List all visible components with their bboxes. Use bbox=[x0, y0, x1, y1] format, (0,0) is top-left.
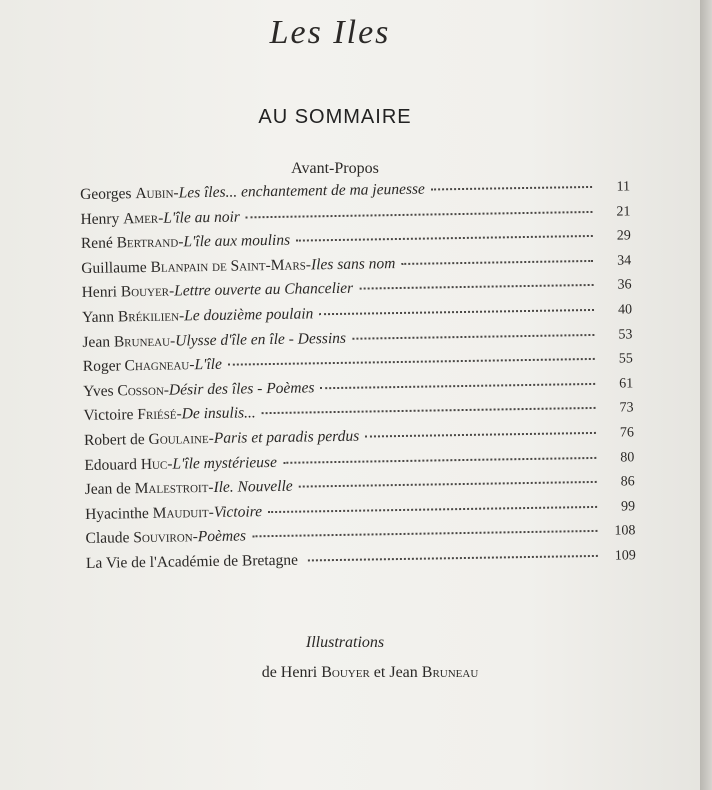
page-number: 108 bbox=[614, 523, 636, 539]
page-number: 61 bbox=[619, 376, 634, 392]
separator: - bbox=[178, 233, 184, 251]
author-last: Huc bbox=[140, 455, 168, 473]
separator: - bbox=[158, 209, 164, 227]
author-first: Victoire bbox=[83, 406, 134, 425]
contents-heading: AU SOMMAIRE bbox=[258, 106, 412, 128]
page-number: 53 bbox=[618, 326, 633, 343]
page-number: 36 bbox=[617, 277, 632, 293]
work-title: Victoire bbox=[213, 502, 263, 521]
page-edge bbox=[700, 0, 712, 790]
credit-conj: et Jean bbox=[373, 664, 418, 681]
author-first: Guillaume bbox=[81, 258, 147, 277]
author-first: Jean de bbox=[84, 480, 131, 499]
work-title: Iles sans nom bbox=[310, 254, 396, 274]
separator: - bbox=[208, 429, 214, 447]
author-first: Georges bbox=[80, 185, 132, 203]
author-last: Blanpain de Saint-Mars bbox=[150, 256, 306, 276]
separator: - bbox=[173, 184, 179, 202]
page-title: Les Iles bbox=[269, 14, 391, 51]
dot-leader bbox=[319, 308, 594, 315]
author-first: Yann bbox=[81, 308, 115, 326]
separator: - bbox=[176, 405, 182, 423]
page-number: 73 bbox=[619, 400, 634, 416]
illustrations-credit bbox=[0, 664, 712, 682]
work-title: Le douzième poulain bbox=[184, 305, 314, 325]
author-last: Cosson bbox=[117, 381, 164, 400]
dot-leader bbox=[252, 529, 598, 537]
dot-leader bbox=[283, 455, 596, 463]
author-first: Hyacinthe bbox=[85, 504, 149, 523]
author-last: Brékilien bbox=[117, 307, 180, 326]
page-number: 40 bbox=[617, 302, 633, 318]
page-number: 34 bbox=[617, 253, 632, 269]
separator: - bbox=[305, 256, 312, 274]
separator: - bbox=[208, 503, 214, 521]
work-title: L'île aux moulins bbox=[183, 231, 291, 251]
author-first: Robert de bbox=[83, 430, 145, 449]
author-last: Bertrand bbox=[116, 233, 179, 252]
credit-name-1: Bouyer bbox=[321, 664, 370, 681]
dot-leader bbox=[268, 505, 597, 513]
author-last: Malestroit bbox=[134, 479, 209, 498]
separator: - bbox=[169, 332, 176, 350]
author-first: Edouard bbox=[84, 455, 138, 474]
work-title: Ile. Nouvelle bbox=[213, 477, 293, 497]
author-last: Souviron bbox=[133, 528, 193, 547]
author-first: Claude bbox=[85, 529, 130, 548]
author-last: Bruneau bbox=[113, 332, 171, 351]
work-title: De insulis... bbox=[181, 404, 256, 423]
dot-leader bbox=[308, 554, 598, 562]
dot-leader bbox=[228, 357, 595, 366]
work-title: L'île mystérieuse bbox=[172, 453, 278, 473]
page-number: 55 bbox=[618, 351, 633, 367]
page-number: 11 bbox=[616, 179, 631, 195]
author-first: Jean bbox=[82, 333, 111, 351]
author-first: Henri bbox=[81, 283, 118, 302]
author-last: Mauduit bbox=[152, 503, 209, 522]
page-number: 109 bbox=[614, 548, 636, 564]
work-title: Paris et paradis perdus bbox=[213, 427, 360, 447]
illustrations-label: Illustrations bbox=[305, 634, 385, 651]
dot-leader bbox=[401, 259, 593, 265]
work-title: Ulysse d'île en île - Dessins bbox=[175, 329, 347, 350]
dot-leader bbox=[262, 406, 596, 414]
author-last: Bouyer bbox=[120, 282, 170, 301]
author-last: Amer bbox=[123, 209, 159, 227]
author-first: La Vie de l'Académie de Bretagne bbox=[85, 551, 299, 572]
page-number: 21 bbox=[616, 203, 631, 220]
author-last: Aubin bbox=[135, 184, 174, 203]
page-number: 80 bbox=[620, 449, 635, 466]
table-of-contents bbox=[80, 177, 636, 579]
page-number: 86 bbox=[620, 474, 635, 490]
dot-leader bbox=[246, 210, 593, 218]
space bbox=[298, 551, 302, 569]
page-number: 29 bbox=[616, 228, 631, 244]
dot-leader bbox=[359, 283, 594, 290]
separator: - bbox=[163, 381, 170, 399]
work-title: Lettre ouverte au Chancelier bbox=[174, 280, 354, 300]
dot-leader bbox=[320, 382, 595, 389]
work-title: Désir des îles - Poèmes bbox=[168, 379, 315, 399]
author-first: René bbox=[80, 234, 113, 253]
separator: - bbox=[208, 479, 214, 497]
author-first: Roger bbox=[82, 357, 121, 376]
separator: - bbox=[167, 455, 173, 473]
page-number: 76 bbox=[619, 425, 635, 441]
separator: - bbox=[192, 528, 198, 546]
author-first: Yves bbox=[83, 382, 114, 400]
separator: - bbox=[168, 282, 175, 300]
page-number: 99 bbox=[620, 499, 636, 515]
dot-leader bbox=[296, 234, 593, 242]
author-last: Chagneau bbox=[124, 356, 190, 375]
work-title: L'île bbox=[194, 355, 223, 374]
author-first: Henry bbox=[80, 209, 120, 228]
author-last: Goulaine bbox=[148, 429, 209, 448]
avant-propos-label: Avant-Propos bbox=[291, 160, 379, 177]
dot-leader bbox=[431, 185, 592, 191]
separator: - bbox=[178, 307, 185, 325]
separator: - bbox=[189, 356, 195, 374]
work-title: Poèmes bbox=[197, 527, 247, 546]
credit-prefix: de Henri bbox=[261, 664, 318, 681]
dot-leader bbox=[352, 333, 594, 340]
work-title: L'île au noir bbox=[163, 208, 240, 227]
credit-name-2: Bruneau bbox=[421, 664, 479, 681]
dot-leader bbox=[299, 480, 597, 488]
dot-leader bbox=[365, 431, 596, 438]
work-title: Les îles... enchantement de ma jeunesse bbox=[178, 180, 425, 202]
author-last: Friésé bbox=[137, 405, 177, 424]
